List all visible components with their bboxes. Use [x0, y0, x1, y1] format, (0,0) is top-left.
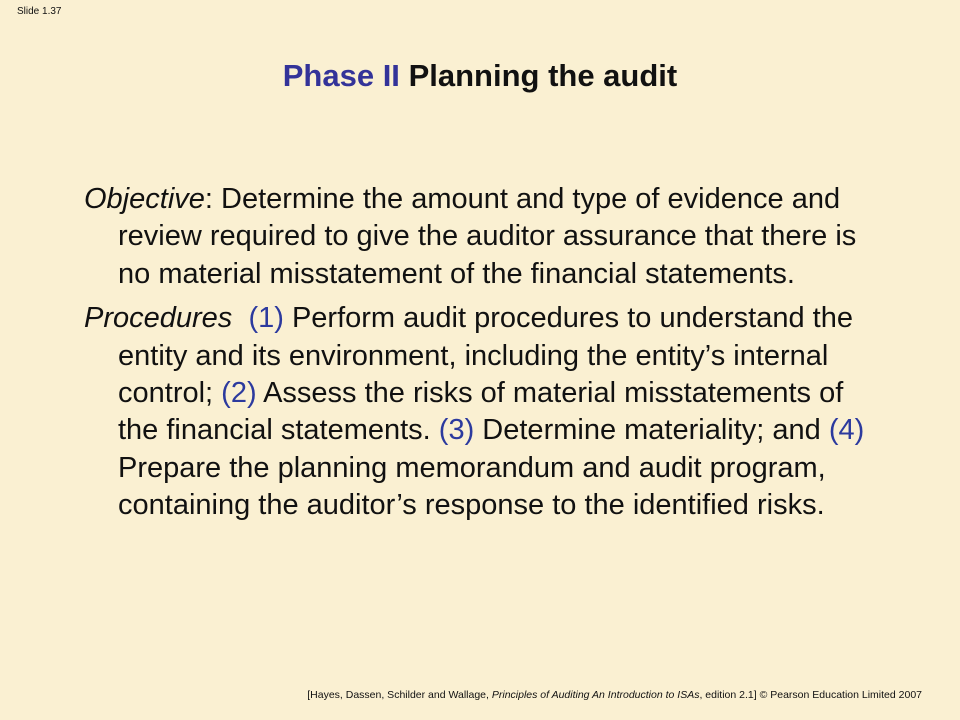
slide-title	[0, 54, 960, 98]
step-number-4: (4)	[828, 414, 865, 447]
slide-body	[84, 181, 884, 532]
step-text-4: Prepare the planning memorandum and audit program, containing the auditor’s response to the identified risks.	[118, 451, 826, 522]
objective-text: : Determine the amount and type of evidence and review required to give the auditor assurance that there is no material misstatement of the financial statements.	[118, 183, 857, 290]
title-text: Planning the audit	[408, 58, 678, 93]
citation-book-title: Principles of Auditing An Introduction to ISAs	[491, 689, 700, 701]
step-number-3: (3)	[438, 414, 475, 447]
citation-suffix: , edition 2.1] © Pearson Education Limited 2007	[699, 689, 922, 701]
objective-label: Objective	[84, 183, 205, 215]
procedures-label: Procedures	[84, 302, 233, 335]
citation-prefix: [Hayes, Dassen, Schilder and Wallage,	[307, 689, 492, 701]
source-citation	[307, 689, 922, 701]
procedures-paragraph	[84, 300, 884, 524]
objective-paragraph	[84, 181, 884, 293]
title-phase: Phase II	[282, 58, 400, 93]
step-text-3: Determine materiality; and	[474, 414, 829, 447]
step-number-2: (2)	[221, 377, 257, 410]
step-text-2: Assess the risks of material misstatements of the financial statements.	[118, 377, 844, 447]
step-text-1: Perform audit procedures to understand the entity and its environment, including the entity’s internal control;	[118, 302, 853, 410]
step-number-1: (1)	[248, 302, 284, 335]
slide-number: Slide 1.37	[17, 6, 62, 17]
